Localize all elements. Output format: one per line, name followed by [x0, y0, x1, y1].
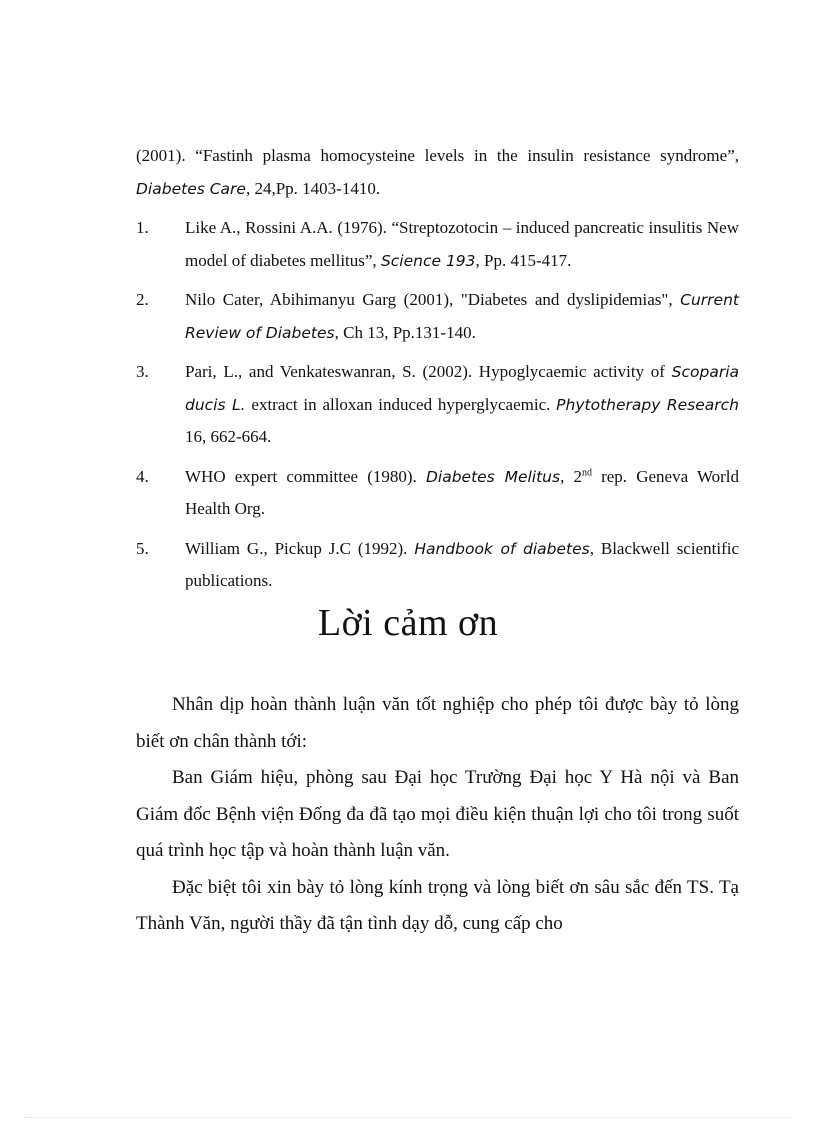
reference-item-3 [136, 356, 739, 454]
reference-superscript: nd [581, 466, 592, 478]
reference-text: extract in alloxan induced hyperglycaemic. [245, 394, 557, 414]
reference-continuation [136, 140, 739, 205]
reference-list [136, 140, 739, 605]
reference-text: , Pp. 415-417. [475, 250, 572, 270]
reference-text: Nilo Cater, Abihimanyu Garg (2001), "Diabetes and dyslipidemias", [185, 290, 681, 309]
acknowledgement-paragraph-3: Đặc biệt tôi xin bày tỏ lòng kính trọng và lòng biết ơn sâu sắc đến TS. Tạ Thành Văn, người thầy đã tận tình dạy dỗ, cung cấp cho [136, 876, 739, 934]
reference-text: WHO expert committee (1980). [185, 466, 426, 486]
acknowledgement-heading: Lời cảm ơn [317, 602, 499, 644]
reference-body [185, 461, 739, 526]
reference-item-1 [136, 212, 739, 277]
reference-title: Diabetes Melitus [425, 467, 561, 486]
reference-text: , Blackwell scientific publications. [185, 538, 739, 590]
reference-text: Pari, L., and Venkateswanran, S. (2002). Hypoglycaemic activity of [185, 362, 672, 381]
reference-journal: Diabetes Care [136, 179, 246, 198]
acknowledgement-paragraph-1: Nhân dịp hoàn thành luận văn tốt nghiệp cho phép tôi được bày tỏ lòng biết ơn chân thành tới: [136, 694, 739, 752]
reference-number: 2. [136, 290, 149, 309]
reference-text: rep. Geneva World Health Org. [185, 466, 740, 518]
reference-body [185, 533, 739, 598]
reference-text: , 24,Pp. 1403-1410. [245, 178, 381, 198]
reference-text: , Ch 13, Pp.131-140. [334, 322, 476, 342]
reference-journal: Current Review of Diabetes [185, 291, 739, 342]
reference-text: Like A., Rossini A.A. (1976). “Streptozotocin – induced pancreatic insulitis New model of diabetes mellitus”, [185, 218, 739, 270]
reference-text: William G., Pickup J.C (1992). [185, 538, 415, 558]
reference-number: 5. [136, 538, 149, 558]
reference-body [185, 356, 739, 454]
reference-species: Scoparia ducis L. [185, 363, 739, 414]
reference-title: Handbook of diabetes [414, 539, 590, 558]
page-bottom-divider [24, 1117, 792, 1118]
reference-text: , 2 [560, 466, 582, 486]
acknowledgement-body [136, 687, 739, 943]
reference-number: 3. [136, 362, 149, 381]
reference-body [185, 212, 739, 277]
reference-number: 4. [136, 466, 149, 486]
reference-journal: Phytotherapy Research [556, 395, 739, 414]
reference-item-2 [136, 284, 739, 349]
reference-item-4 [136, 461, 739, 526]
acknowledgement-paragraph-2: Ban Giám hiệu, phòng sau Đại học Trường Đại học Y Hà nội và Ban Giám đốc Bệnh viện Đống đa đã tạo mọi điều kiện thuận lợi cho tôi trong suốt quá trình học tập và hoàn thành luận văn. [136, 767, 739, 861]
reference-journal: Science 193 [380, 251, 476, 270]
reference-item-5 [136, 533, 739, 598]
reference-body [185, 284, 739, 349]
reference-number: 1. [136, 218, 149, 237]
reference-text: 16, 662-664. [185, 427, 272, 446]
reference-text: (2001). “Fastinh plasma homocysteine levels in the insulin resistance syndrome”, [136, 146, 739, 165]
